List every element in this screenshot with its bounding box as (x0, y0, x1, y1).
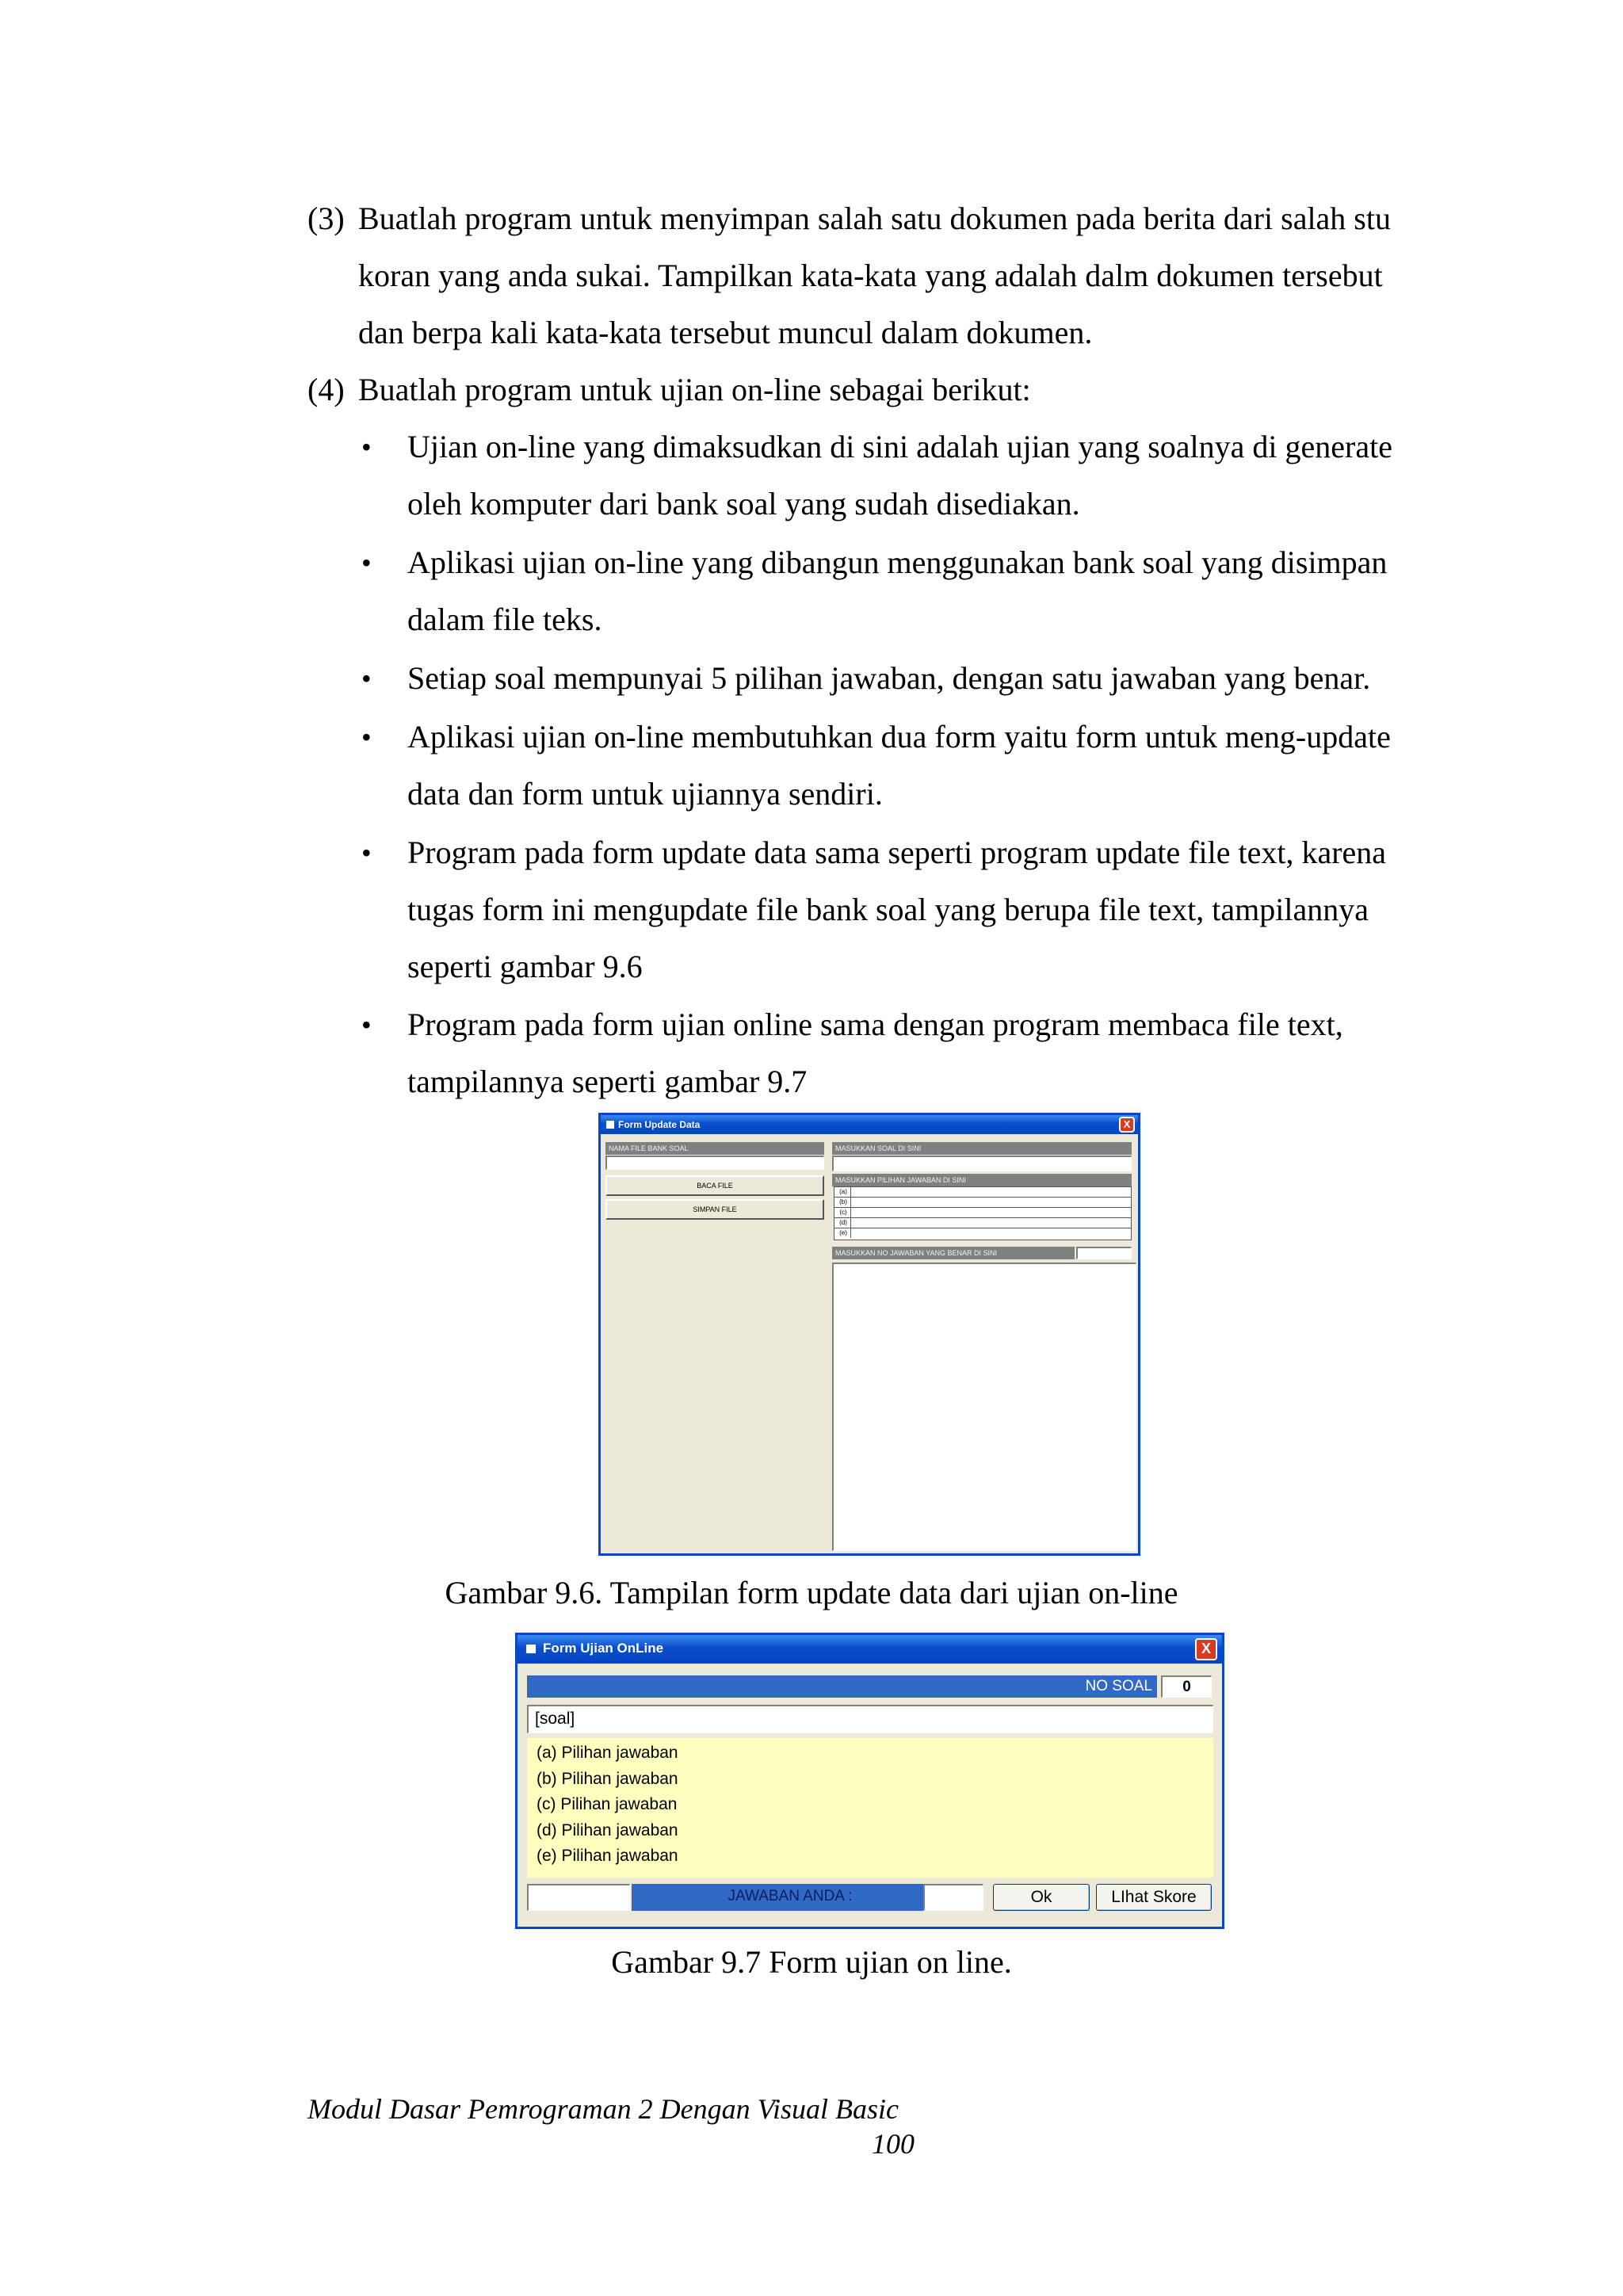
paragraph-line: koran yang anda sukai. Tampilkan kata-kata yang adalah dalm dokumen tersebut (358, 258, 1383, 293)
answer-option[interactable]: (e) Pilihan jawaban (537, 1847, 678, 1865)
bullet-item (358, 709, 1433, 823)
paragraph-line: Buatlah program untuk ujian on-line sebagai berikut: (358, 372, 1031, 407)
form-update-data-window (598, 1113, 1140, 1556)
option-row-b[interactable] (834, 1198, 1131, 1208)
bullet-icon: • (361, 1009, 372, 1041)
bullet-line: Ujian on-line yang dimaksudkan di sini adalah ujian yang soalnya di generate (407, 429, 1392, 464)
question-number-bar (527, 1675, 1157, 1698)
form-ujian-online-window (515, 1633, 1224, 1929)
label-correct-answer: MASUKKAN NO JAWABAN YANG BENAR DI SINI (832, 1247, 1075, 1259)
your-answer-bar (632, 1884, 925, 1911)
option-row-e[interactable] (834, 1228, 1131, 1239)
paragraph-3 (307, 190, 1433, 361)
option-label: (e) (836, 1228, 851, 1238)
paragraph-line: Buatlah program untuk menyimpan salah satu dokumen pada berita dari salah stu (358, 201, 1391, 236)
question-number-value: 0 (1161, 1675, 1212, 1698)
option-label: (d) (836, 1218, 851, 1228)
answer-option[interactable]: (c) Pilihan jawaban (537, 1795, 678, 1813)
bullet-icon: • (361, 663, 372, 694)
paragraph-line: dan berpa kali kata-kata tersebut muncul dalam dokumen. (358, 315, 1093, 350)
options-grid (834, 1186, 1132, 1240)
read-file-button[interactable]: BACA FILE (605, 1175, 824, 1196)
data-textarea[interactable] (832, 1263, 1136, 1551)
bullet-line: tugas form ini mengupdate file bank soal yang berupa file text, tampilannya (407, 892, 1369, 927)
close-icon[interactable]: X (1119, 1117, 1135, 1133)
answer-option[interactable]: (b) Pilihan jawaban (537, 1769, 678, 1788)
paragraph-4 (307, 361, 1433, 418)
window-title: Form Update Data (618, 1119, 701, 1130)
answer-option[interactable]: (a) Pilihan jawaban (537, 1744, 678, 1762)
window-titlebar[interactable] (601, 1115, 1138, 1134)
bullet-icon: • (361, 431, 372, 463)
your-answer-label: JAWABAN ANDA : (727, 1888, 853, 1904)
bullet-line: Aplikasi ujian on-line membutuhkan dua form yaitu form untuk meng-update (407, 719, 1391, 755)
bullet-icon: • (361, 547, 372, 579)
bullet-item (358, 824, 1433, 995)
label-file-name: NAMA FILE BANK SOAL (605, 1142, 824, 1155)
close-icon[interactable]: X (1195, 1638, 1217, 1660)
bullet-line: seperti gambar 9.6 (407, 949, 643, 984)
label-options: MASUKKAN PILIHAN JAWABAN DI SINI (832, 1174, 1132, 1186)
app-icon (525, 1644, 537, 1654)
bullet-icon: • (361, 721, 372, 753)
bullet-line: Aplikasi ujian on-line yang dibangun menggunakan bank soal yang disimpan (407, 544, 1388, 580)
bullet-line: data dan form untuk ujiannya sendiri. (407, 776, 883, 812)
bullet-item (358, 534, 1433, 648)
option-row-a[interactable] (834, 1187, 1131, 1198)
option-row-d[interactable] (834, 1218, 1131, 1228)
question-text: [soal] (527, 1705, 1213, 1733)
paragraph-number: (4) (307, 372, 345, 407)
option-row-c[interactable] (834, 1208, 1131, 1218)
bullet-item (358, 996, 1433, 1110)
bullet-item (358, 650, 1433, 707)
answer-option[interactable]: (d) Pilihan jawaban (537, 1820, 678, 1839)
window-titlebar[interactable] (517, 1635, 1222, 1664)
bullet-line: Program pada form ujian online sama dengan program membaca file text, (407, 1007, 1343, 1042)
app-icon (605, 1120, 615, 1129)
bullet-line: tampilannya seperti gambar 9.7 (407, 1064, 808, 1099)
figure-caption: Gambar 9.7 Form ujian on line. (611, 1944, 1012, 1980)
answer-input[interactable] (923, 1884, 983, 1911)
ok-button[interactable]: Ok (993, 1884, 1090, 1911)
option-label: (b) (836, 1198, 851, 1207)
question-number-label: NO SOAL (1085, 1678, 1152, 1694)
page-number: 100 (872, 2128, 915, 2160)
file-name-input[interactable] (605, 1156, 824, 1170)
bullet-item (358, 418, 1433, 533)
option-label: (a) (836, 1187, 851, 1197)
answer-left-field (527, 1884, 630, 1911)
option-label: (c) (836, 1208, 851, 1217)
bullet-line: oleh komputer dari bank soal yang sudah disediakan. (407, 486, 1080, 521)
figure-caption: Gambar 9.6. Tampilan form update data dari ujian on-line (445, 1575, 1178, 1610)
correct-answer-input[interactable] (1076, 1247, 1132, 1259)
bullet-line: dalam file teks. (407, 602, 602, 637)
footer-title: Modul Dasar Pemrograman 2 Dengan Visual Basic (307, 2093, 899, 2125)
save-file-button[interactable]: SIMPAN FILE (605, 1199, 824, 1220)
paragraph-number: (3) (307, 201, 345, 236)
answer-options-list[interactable] (527, 1738, 1213, 1878)
question-input[interactable] (832, 1156, 1132, 1171)
window-title: Form Ujian OnLine (543, 1641, 664, 1656)
bullet-line: Setiap soal mempunyai 5 pilihan jawaban, dengan satu jawaban yang benar. (407, 660, 1371, 696)
bullet-line: Program pada form update data sama seperti program update file text, karena (407, 835, 1387, 870)
label-question: MASUKKAN SOAL DI SINI (832, 1142, 1132, 1155)
view-score-button[interactable]: LIhat Skore (1096, 1884, 1212, 1911)
bullet-icon: • (361, 837, 372, 869)
